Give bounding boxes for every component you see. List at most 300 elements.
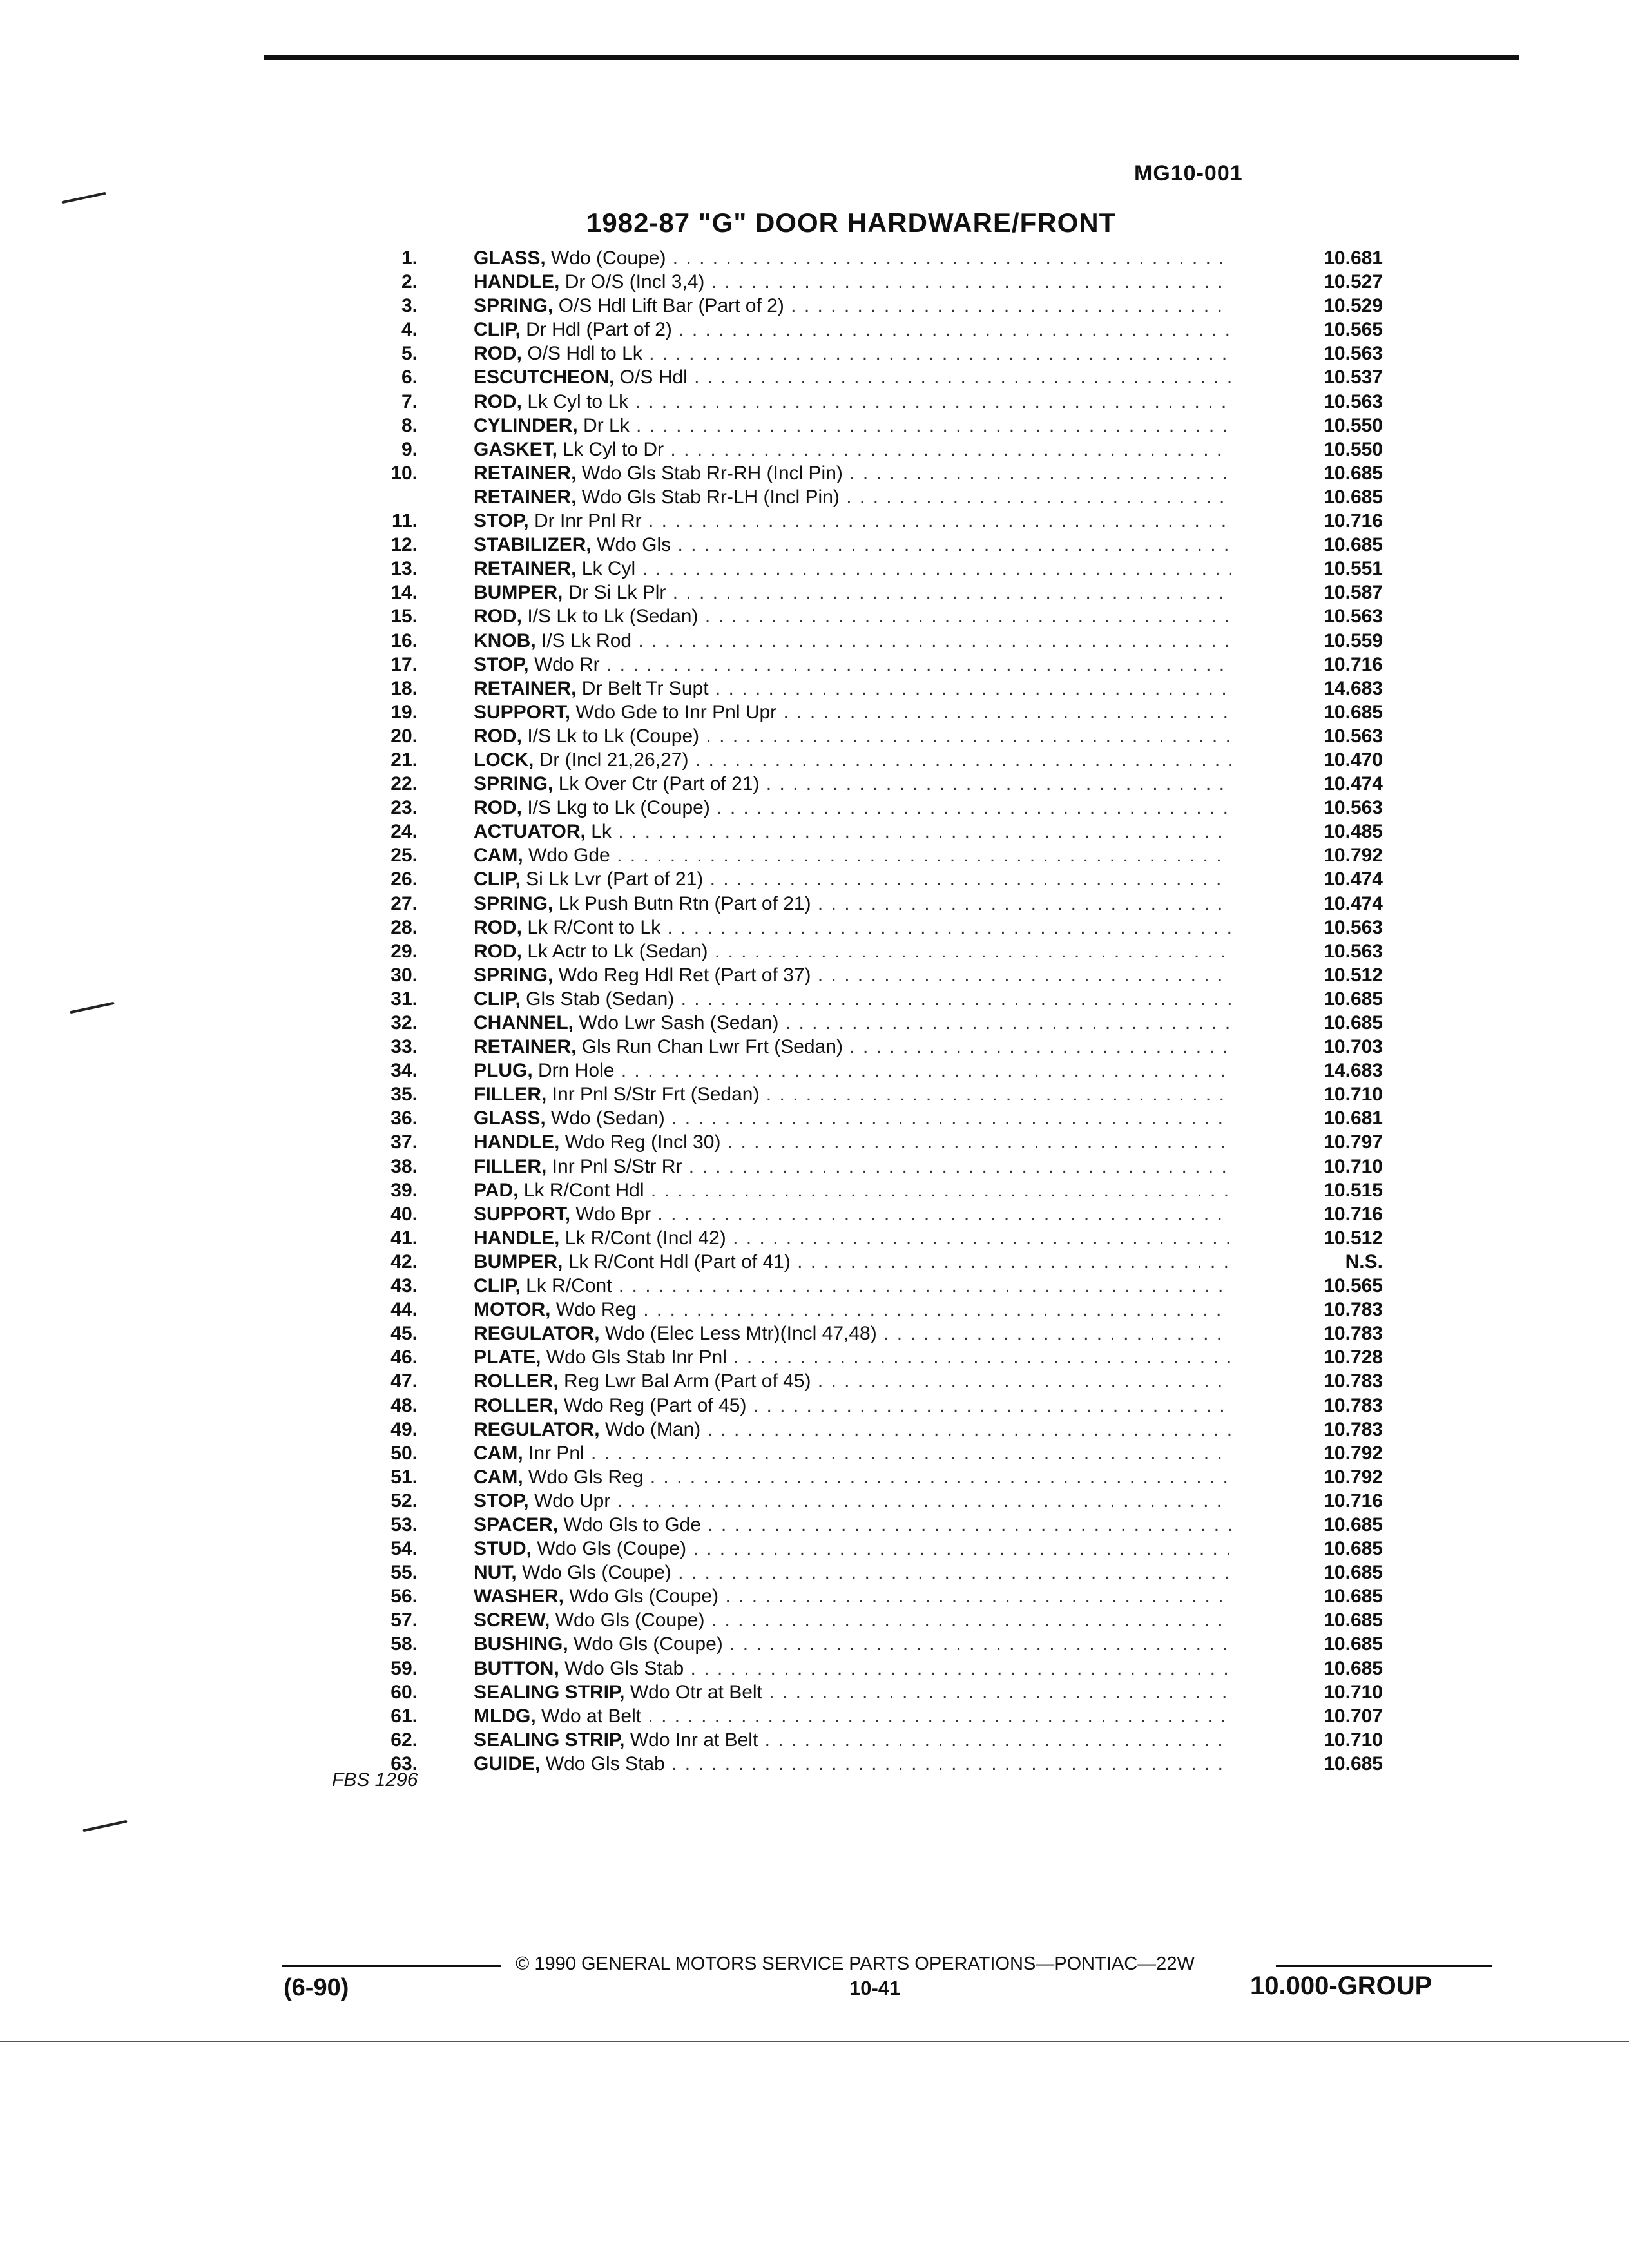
item-description <box>474 1345 1231 1369</box>
part-name: MOTOR, <box>474 1299 551 1321</box>
list-item <box>361 533 1392 557</box>
item-description <box>474 963 1231 987</box>
part-name: GASKET, <box>474 438 558 460</box>
item-description <box>474 1250 1231 1274</box>
item-description <box>474 1632 1231 1656</box>
list-item <box>361 772 1392 796</box>
item-number: 60. <box>390 1681 418 1703</box>
item-number: 31. <box>390 988 418 1010</box>
item-description <box>474 557 1231 581</box>
part-name: ROD, <box>474 343 522 365</box>
item-number: 39. <box>390 1179 418 1201</box>
part-name: SUPPORT, <box>474 1203 571 1225</box>
item-number: 18. <box>390 677 418 699</box>
part-detail: Lk R/Cont Hdl <box>523 1179 644 1201</box>
part-name: REGULATOR, <box>474 1418 600 1440</box>
part-name: ROLLER, <box>474 1370 559 1392</box>
part-name: CAM, <box>474 845 523 867</box>
list-item <box>361 1489 1392 1513</box>
item-description <box>474 365 1231 389</box>
item-description <box>474 1106 1231 1130</box>
part-detail: Si Lk Lvr (Part of 21) <box>526 869 704 890</box>
item-number: 11. <box>391 510 418 532</box>
part-name: SPRING, <box>474 295 554 317</box>
part-name: ROLLER, <box>474 1394 559 1416</box>
item-description <box>474 1418 1231 1441</box>
part-detail: Lk R/Cont Hdl (Part of 41) <box>568 1251 791 1273</box>
parts-list <box>361 246 1392 1776</box>
item-description <box>474 414 1231 437</box>
item-number: 34. <box>390 1060 418 1082</box>
item-description <box>474 1082 1231 1106</box>
part-detail: Wdo Lwr Sash (Sedan) <box>579 1012 779 1033</box>
item-description <box>474 796 1231 820</box>
item-number: 59. <box>390 1657 418 1679</box>
part-detail: Lk Cyl to Dr <box>563 438 664 460</box>
part-detail: Wdo (Man) <box>604 1418 701 1440</box>
part-detail: Wdo (Coupe) <box>551 247 666 269</box>
part-detail: Dr Lk <box>583 414 630 436</box>
item-number: 7. <box>401 390 418 412</box>
part-detail: Wdo Gls Stab Rr-LH (Incl Pin) <box>581 486 840 508</box>
item-number: 8. <box>401 414 418 436</box>
list-item <box>361 318 1392 341</box>
item-number: 25. <box>390 845 418 867</box>
part-detail: Lk Push Butn Rtn (Part of 21) <box>558 892 811 914</box>
list-item <box>361 509 1392 533</box>
item-number: 17. <box>390 653 418 675</box>
item-number: 12. <box>390 534 418 556</box>
part-name: RETAINER, <box>474 486 577 508</box>
list-item <box>361 581 1392 604</box>
list-item <box>361 1369 1392 1393</box>
item-number: 5. <box>401 343 418 365</box>
part-name: ROD, <box>474 940 522 962</box>
group-number: 10.797 <box>1324 1131 1383 1153</box>
part-detail: Dr Si Lk Plr <box>568 582 666 604</box>
item-number: 14. <box>390 582 418 604</box>
list-item <box>361 246 1392 270</box>
part-detail: Dr O/S (Incl 3,4) <box>564 271 705 293</box>
part-name: CYLINDER, <box>474 414 578 436</box>
part-name: PAD, <box>474 1179 519 1201</box>
part-detail: Wdo Gls (Coupe) <box>555 1610 705 1631</box>
list-item <box>361 1657 1392 1680</box>
group-number: 10.716 <box>1324 1203 1383 1225</box>
punch-mark-top <box>61 192 106 204</box>
list-item <box>361 1321 1392 1345</box>
part-detail: Wdo Reg (Part of 45) <box>564 1394 747 1416</box>
part-detail: Lk R/Cont to Lk <box>527 916 661 938</box>
list-item <box>361 1226 1392 1250</box>
list-item <box>361 1680 1392 1704</box>
part-detail: Dr Hdl (Part of 2) <box>526 319 672 341</box>
group-number: 10.710 <box>1324 1681 1383 1703</box>
group-number: 10.783 <box>1324 1394 1383 1416</box>
part-detail: O/S Hdl to Lk <box>527 343 642 365</box>
item-number: 2. <box>401 271 418 293</box>
item-description <box>474 1130 1231 1154</box>
list-item <box>361 390 1392 414</box>
group-number: 10.681 <box>1324 247 1383 269</box>
item-number: 41. <box>390 1227 418 1249</box>
list-item <box>361 1728 1392 1752</box>
group-number: 10.565 <box>1324 1275 1383 1297</box>
part-detail: Wdo Gls <box>597 534 671 556</box>
list-item <box>361 1561 1392 1584</box>
item-description <box>474 1155 1231 1178</box>
item-description <box>474 1608 1231 1632</box>
list-item <box>361 604 1392 628</box>
part-name: STOP, <box>474 510 529 532</box>
part-name: CAM, <box>474 1442 523 1464</box>
part-name: RETAINER, <box>474 1036 577 1058</box>
part-name: BUMPER, <box>474 1251 563 1273</box>
group-number: 10.551 <box>1324 558 1383 580</box>
item-number: 43. <box>390 1275 418 1297</box>
item-description <box>474 1059 1231 1082</box>
group-number: 10.707 <box>1324 1705 1383 1727</box>
item-description <box>474 318 1231 341</box>
part-detail: Wdo Inr at Belt <box>630 1729 758 1751</box>
part-name: RETAINER, <box>474 462 577 484</box>
item-description <box>474 1394 1231 1418</box>
item-description <box>474 533 1231 557</box>
item-number: 49. <box>390 1418 418 1440</box>
item-description <box>474 1489 1231 1513</box>
list-item <box>361 365 1392 389</box>
part-name: SUPPORT, <box>474 701 571 723</box>
item-description <box>474 390 1231 414</box>
bottom-rule <box>0 2041 1629 2042</box>
part-detail: Wdo (Sedan) <box>551 1108 665 1129</box>
part-name: SCREW, <box>474 1610 550 1631</box>
item-number: 58. <box>390 1633 418 1655</box>
item-number: 3. <box>401 295 418 317</box>
part-detail: Wdo Gls Stab <box>545 1753 665 1774</box>
item-number: 57. <box>390 1610 418 1631</box>
part-name: ESCUTCHEON, <box>474 367 615 389</box>
item-number: 29. <box>390 940 418 962</box>
list-item <box>361 1155 1392 1178</box>
item-description <box>474 604 1231 628</box>
item-number: 10. <box>390 462 418 484</box>
part-name: RETAINER, <box>474 558 577 580</box>
group-number: 10.685 <box>1324 1562 1383 1584</box>
part-detail: Wdo Rr <box>534 653 600 675</box>
list-item <box>361 653 1392 677</box>
part-detail: Dr (Incl 21,26,27) <box>539 749 689 771</box>
item-description <box>474 1011 1231 1035</box>
list-item <box>361 1202 1392 1226</box>
part-name: CLIP, <box>474 988 521 1010</box>
item-number: 63. <box>390 1753 418 1774</box>
list-item <box>361 1752 1392 1776</box>
group-number: 10.550 <box>1324 438 1383 460</box>
list-item <box>361 963 1392 987</box>
part-detail: Lk Actr to Lk (Sedan) <box>527 940 708 962</box>
part-name: NUT, <box>474 1562 517 1584</box>
list-item <box>361 629 1392 653</box>
group-number: 10.470 <box>1324 749 1383 771</box>
item-description <box>474 653 1231 677</box>
list-item <box>361 1632 1392 1656</box>
item-description <box>474 1752 1231 1776</box>
item-description <box>474 987 1231 1011</box>
group-number: 14.683 <box>1324 1060 1383 1082</box>
part-detail: Reg Lwr Bal Arm (Part of 45) <box>564 1370 811 1392</box>
item-description <box>474 843 1231 867</box>
part-name: CLIP, <box>474 869 521 890</box>
part-name: ROD, <box>474 390 522 412</box>
part-detail: Dr Inr Pnl Rr <box>534 510 642 532</box>
part-name: CLIP, <box>474 319 521 341</box>
item-description <box>474 892 1231 916</box>
list-item <box>361 1537 1392 1561</box>
part-detail: Drn Hole <box>538 1060 615 1082</box>
group-number: 10.550 <box>1324 414 1383 436</box>
list-item <box>361 1082 1392 1106</box>
item-number: 54. <box>390 1538 418 1560</box>
item-number: 15. <box>390 606 418 628</box>
part-name: SEALING STRIP, <box>474 1729 625 1751</box>
item-number: 20. <box>390 725 418 747</box>
part-name: SPRING, <box>474 773 554 795</box>
item-description <box>474 1226 1231 1250</box>
item-description <box>474 1537 1231 1561</box>
item-number: 36. <box>390 1108 418 1129</box>
part-detail: I/S Lk to Lk (Sedan) <box>527 606 699 628</box>
group-number: 10.527 <box>1324 271 1383 293</box>
part-detail: I/S Lk to Lk (Coupe) <box>527 725 700 747</box>
list-item <box>361 1584 1392 1608</box>
part-name: HANDLE, <box>474 271 560 293</box>
item-number: 47. <box>390 1370 418 1392</box>
part-detail: Lk Cyl <box>581 558 636 580</box>
part-detail: Wdo Gls Stab Inr Pnl <box>546 1347 727 1369</box>
part-detail: Inr Pnl S/Str Frt (Sedan) <box>552 1084 760 1106</box>
group-number: 14.683 <box>1324 677 1383 699</box>
item-description <box>474 748 1231 772</box>
group-number: 10.474 <box>1324 773 1383 795</box>
list-item <box>361 437 1392 461</box>
part-name: GLASS, <box>474 247 546 269</box>
group-number: 10.685 <box>1324 1610 1383 1631</box>
group-number: 10.474 <box>1324 892 1383 914</box>
part-name: PLATE, <box>474 1347 541 1369</box>
part-detail: Wdo Gls Stab <box>564 1657 684 1679</box>
part-detail: Gls Stab (Sedan) <box>526 988 675 1010</box>
item-description <box>474 820 1231 843</box>
part-name: ACTUATOR, <box>474 821 586 843</box>
part-name: ROD, <box>474 606 522 628</box>
list-item <box>361 748 1392 772</box>
item-number: 4. <box>401 319 418 341</box>
group-number: 10.565 <box>1324 319 1383 341</box>
item-number: 16. <box>390 629 418 651</box>
item-number: 26. <box>390 869 418 890</box>
group-number: 10.563 <box>1324 390 1383 412</box>
list-item <box>361 1298 1392 1321</box>
group-number: 10.685 <box>1324 1514 1383 1535</box>
item-description <box>474 581 1231 604</box>
part-detail: Lk R/Cont <box>526 1275 612 1297</box>
item-description <box>474 1657 1231 1680</box>
item-description <box>474 1321 1231 1345</box>
list-item <box>361 461 1392 485</box>
list-item <box>361 1250 1392 1274</box>
item-description <box>474 1298 1231 1321</box>
group-number: 10.685 <box>1324 1012 1383 1033</box>
item-description <box>474 1680 1231 1704</box>
item-number: 32. <box>390 1012 418 1033</box>
item-number: 9. <box>401 438 418 460</box>
part-detail: Inr Pnl <box>528 1442 584 1464</box>
group-number: 10.563 <box>1324 940 1383 962</box>
part-name: STOP, <box>474 1490 529 1512</box>
item-description <box>474 1202 1231 1226</box>
item-number: 56. <box>390 1586 418 1608</box>
top-rule <box>264 55 1519 60</box>
list-item <box>361 1608 1392 1632</box>
group-number: 10.792 <box>1324 1466 1383 1488</box>
group-number: 10.537 <box>1324 367 1383 389</box>
group-number: 10.512 <box>1324 1227 1383 1249</box>
group-label: 10.000-GROUP <box>1250 1972 1432 2000</box>
item-number: 23. <box>390 797 418 819</box>
part-name: SPRING, <box>474 964 554 986</box>
group-number: 10.685 <box>1324 988 1383 1010</box>
part-name: FILLER, <box>474 1155 547 1177</box>
item-number: 46. <box>390 1347 418 1369</box>
item-description <box>474 1274 1231 1298</box>
part-detail: Wdo Gls to Gde <box>563 1514 701 1535</box>
part-detail: Wdo Reg (Incl 30) <box>564 1131 721 1153</box>
part-name: STABILIZER, <box>474 534 592 556</box>
list-item <box>361 1345 1392 1369</box>
item-number: 6. <box>401 367 418 389</box>
copyright-notice: © 1990 GENERAL MOTORS SERVICE PARTS OPERATIONS—PONTIAC—22W <box>516 1954 1195 1974</box>
item-description <box>474 916 1231 939</box>
item-description <box>474 677 1231 700</box>
list-item <box>361 1418 1392 1441</box>
part-detail: Wdo Otr at Belt <box>630 1681 762 1703</box>
item-description <box>474 1441 1231 1465</box>
group-number: 10.710 <box>1324 1155 1383 1177</box>
part-detail: Wdo Gls Stab Rr-RH (Incl Pin) <box>581 462 843 484</box>
item-description <box>474 270 1231 294</box>
group-number: 10.710 <box>1324 1084 1383 1106</box>
group-number: 10.685 <box>1324 1657 1383 1679</box>
item-number: 62. <box>390 1729 418 1751</box>
item-description <box>474 629 1231 653</box>
part-detail: Wdo Gde to Inr Pnl Upr <box>575 701 777 723</box>
list-item <box>361 796 1392 820</box>
part-name: SPACER, <box>474 1514 559 1535</box>
part-detail: Wdo at Belt <box>541 1705 642 1727</box>
group-number: 10.792 <box>1324 845 1383 867</box>
part-name: RETAINER, <box>474 677 577 699</box>
group-number: 10.792 <box>1324 1442 1383 1464</box>
part-name: SEALING STRIP, <box>474 1681 625 1703</box>
item-description <box>474 341 1231 365</box>
group-number: N.S. <box>1345 1251 1383 1273</box>
list-item <box>361 485 1392 509</box>
item-number: 42. <box>390 1251 418 1273</box>
list-item <box>361 843 1392 867</box>
group-number: 10.685 <box>1324 486 1383 508</box>
list-item <box>361 916 1392 939</box>
group-number: 10.716 <box>1324 653 1383 675</box>
item-number: 44. <box>390 1299 418 1321</box>
item-number: 38. <box>390 1155 418 1177</box>
part-name: KNOB, <box>474 629 536 651</box>
group-number: 10.783 <box>1324 1418 1383 1440</box>
part-name: ROD, <box>474 797 522 819</box>
item-number: 53. <box>390 1514 418 1535</box>
part-detail: Wdo Reg <box>555 1299 637 1321</box>
item-description <box>474 1513 1231 1537</box>
item-number: 33. <box>390 1036 418 1058</box>
list-item <box>361 1106 1392 1130</box>
list-item <box>361 724 1392 748</box>
group-number: 10.783 <box>1324 1299 1383 1321</box>
item-description <box>474 724 1231 748</box>
list-item <box>361 1011 1392 1035</box>
item-number: 55. <box>390 1562 418 1584</box>
item-description <box>474 1369 1231 1393</box>
group-number: 10.563 <box>1324 343 1383 365</box>
punch-mark-bottom <box>82 1820 127 1832</box>
part-detail: Dr Belt Tr Supt <box>581 677 709 699</box>
item-description <box>474 1035 1231 1059</box>
item-description <box>474 939 1231 963</box>
item-number: 28. <box>390 916 418 938</box>
group-number: 10.559 <box>1324 629 1383 651</box>
item-description <box>474 772 1231 796</box>
part-detail: Lk Cyl to Lk <box>527 390 629 412</box>
item-number: 21. <box>390 749 418 771</box>
part-name: ROD, <box>474 725 522 747</box>
item-number: 27. <box>390 892 418 914</box>
group-number: 10.563 <box>1324 725 1383 747</box>
part-name: CHANNEL, <box>474 1012 574 1033</box>
part-detail: Inr Pnl S/Str Rr <box>552 1155 682 1177</box>
page-title: 1982-87 "G" DOOR HARDWARE/FRONT <box>586 207 1117 238</box>
item-description <box>474 867 1231 891</box>
page-number: 10-41 <box>849 1977 901 1999</box>
item-number: 35. <box>390 1084 418 1106</box>
list-item <box>361 1394 1392 1418</box>
item-description <box>474 246 1231 270</box>
group-number: 10.563 <box>1324 606 1383 628</box>
group-number: 10.783 <box>1324 1370 1383 1392</box>
list-item <box>361 1035 1392 1059</box>
list-item <box>361 557 1392 581</box>
part-detail: Lk R/Cont (Incl 42) <box>564 1227 726 1249</box>
item-number: 19. <box>390 701 418 723</box>
list-item <box>361 820 1392 843</box>
part-name: WASHER, <box>474 1586 564 1608</box>
item-description <box>474 437 1231 461</box>
part-detail: O/S Hdl <box>619 367 688 389</box>
part-name: STUD, <box>474 1538 532 1560</box>
group-number: 10.685 <box>1324 1586 1383 1608</box>
part-detail: Lk <box>591 821 612 843</box>
item-description <box>474 1728 1231 1752</box>
item-number: 50. <box>390 1442 418 1464</box>
part-detail: Wdo Reg Hdl Ret (Part of 37) <box>558 964 811 986</box>
